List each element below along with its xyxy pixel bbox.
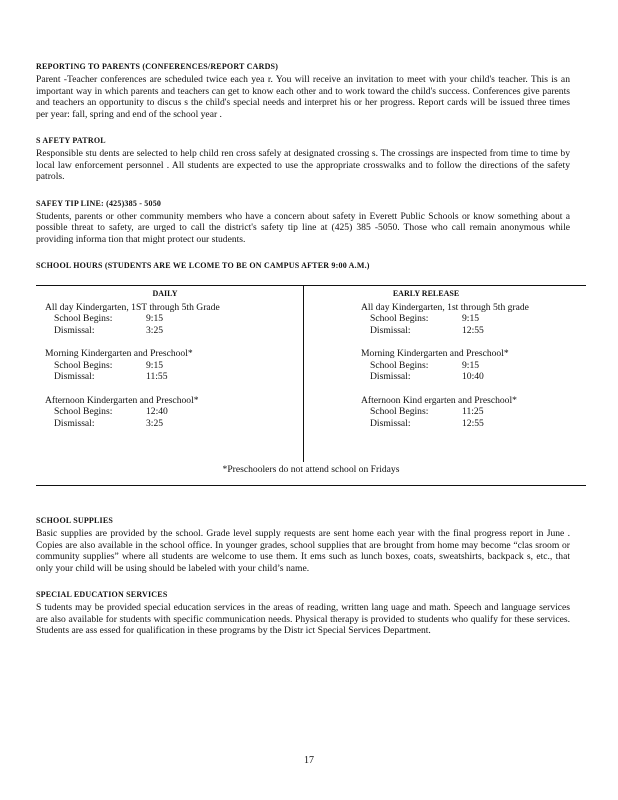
begins-label: School Begins: <box>370 359 429 371</box>
column-divider <box>303 286 304 462</box>
section-safety-patrol <box>36 136 570 183</box>
begins-label: School Begins: <box>370 406 429 417</box>
hours-block <box>361 395 586 430</box>
dismissal-label: Dismissal: <box>54 324 95 336</box>
section-special-education <box>36 590 570 637</box>
section-supplies <box>36 516 570 574</box>
dismissal-label: Dismissal: <box>370 417 411 429</box>
preschool-note: *Preschoolers do not attend school on Fridays <box>222 464 400 475</box>
begins-time: 12:40 <box>146 406 168 417</box>
section-text: Students, parents or other community members who have a concern about safety in Everett Public Schools or know something about a possible threat to safety, are urged to call the district's safety tip line at (425) 385 -5050. Those who call remain anonymous while providing informa tion that might protect our students. <box>36 210 570 245</box>
dismissal-time: 3:25 <box>146 417 164 429</box>
group-label: All day Kindergarten, 1st through 5th grade <box>361 301 529 313</box>
section-text: Parent -Teacher conferences are scheduled twice each yea r. You will receive an invitation to meet with your child's teacher. This is an important way in which parents and teachers can get to know each other and to work toward the child's success. Conferences give parents and teachers an opportunity to discus s the child's special needs and interpret his or her progress. Report cards will be issued three times per year: fall, spring and end of the school year . <box>36 74 570 120</box>
column-title: DAILY <box>152 289 178 298</box>
section-heading: SAFEY TIP LINE: (425)385 - 5050 <box>36 198 162 208</box>
dismissal-label: Dismissal: <box>54 371 95 382</box>
begins-time: 9:15 <box>462 359 480 371</box>
school-hours-table <box>36 285 586 486</box>
hours-block <box>361 302 586 337</box>
begins-time: 9:15 <box>146 313 164 324</box>
section-reporting <box>36 62 570 120</box>
group-label: Afternoon Kindergarten and Preschool* <box>45 394 199 406</box>
group-label: Afternoon Kind ergarten and Preschool* <box>361 394 517 406</box>
hours-block <box>45 348 300 383</box>
section-text: Basic supplies are provided by the school. Grade level supply requests are sent home each year with the final progress report in June . Copies are also available in the school office. In younger grades, school supplies that are brought from home may become “clas sroom or community supplies” where all students are welcome to use them. It ems such as lunch boxes, coats, sweatshirts, backpack s, etc., that only your child will be using should be labeled with your child’s name. <box>36 528 570 574</box>
begins-time: 11:25 <box>462 406 484 417</box>
hours-block <box>45 395 300 430</box>
dismissal-time: 12:55 <box>462 324 484 336</box>
dismissal-label: Dismissal: <box>370 324 411 336</box>
early-release-column <box>361 288 586 441</box>
section-heading: SCHOOL HOURS (STUDENTS ARE WE LCOME TO BE ON CAMPUS AFTER 9:00 A.M.) <box>36 261 370 270</box>
dismissal-time: 11:55 <box>146 371 168 382</box>
hours-block <box>361 348 586 383</box>
section-heading: S AFETY PATROL <box>36 136 106 145</box>
section-tip-line <box>36 199 570 246</box>
section-heading: REPORTING TO PARENTS (CONFERENCES/REPORT CARDS) <box>36 62 279 71</box>
dismissal-time: 10:40 <box>462 371 484 382</box>
section-heading: SPECIAL EDUCATION SERVICES <box>36 590 168 599</box>
group-label: Morning Kindergarten and Preschool* <box>361 348 509 359</box>
begins-label: School Begins: <box>370 313 429 324</box>
hours-block <box>45 302 300 337</box>
begins-label: School Begins: <box>54 313 113 324</box>
dismissal-time: 12:55 <box>462 417 484 429</box>
section-text: Responsible stu dents are selected to help child ren cross safely at designated crossing s. The crossings are inspected from time to time by local law enforcement personnel . All students are expected to use the appropriate crosswalks and to follow the directions of the safety patrols. <box>36 148 570 182</box>
begins-label: School Begins: <box>54 359 113 371</box>
document-page <box>36 62 570 653</box>
page-number: 17 <box>304 755 314 766</box>
dismissal-label: Dismissal: <box>370 371 411 382</box>
section-heading: SCHOOL SUPPLIES <box>36 516 114 525</box>
dismissal-time: 3:25 <box>146 324 164 336</box>
begins-time: 9:15 <box>146 359 164 371</box>
section-school-hours <box>36 261 570 486</box>
section-text: S tudents may be provided special education services in the areas of reading, written lang uage and math. Speech and language services are also available for students with specific communication needs. Physical therapy is provided to students who qualify for these services. Students are ass essed for qualification in these programs by the Distr ict Special Services Department. <box>36 602 570 636</box>
group-label: Morning Kindergarten and Preschool* <box>45 348 193 359</box>
group-label: All day Kindergarten, 1ST through 5th Grade <box>45 301 220 313</box>
begins-label: School Begins: <box>54 406 113 417</box>
column-title: EARLY RELEASE <box>392 289 460 298</box>
daily-column <box>45 288 300 441</box>
begins-time: 9:15 <box>462 313 480 324</box>
dismissal-label: Dismissal: <box>54 417 95 429</box>
